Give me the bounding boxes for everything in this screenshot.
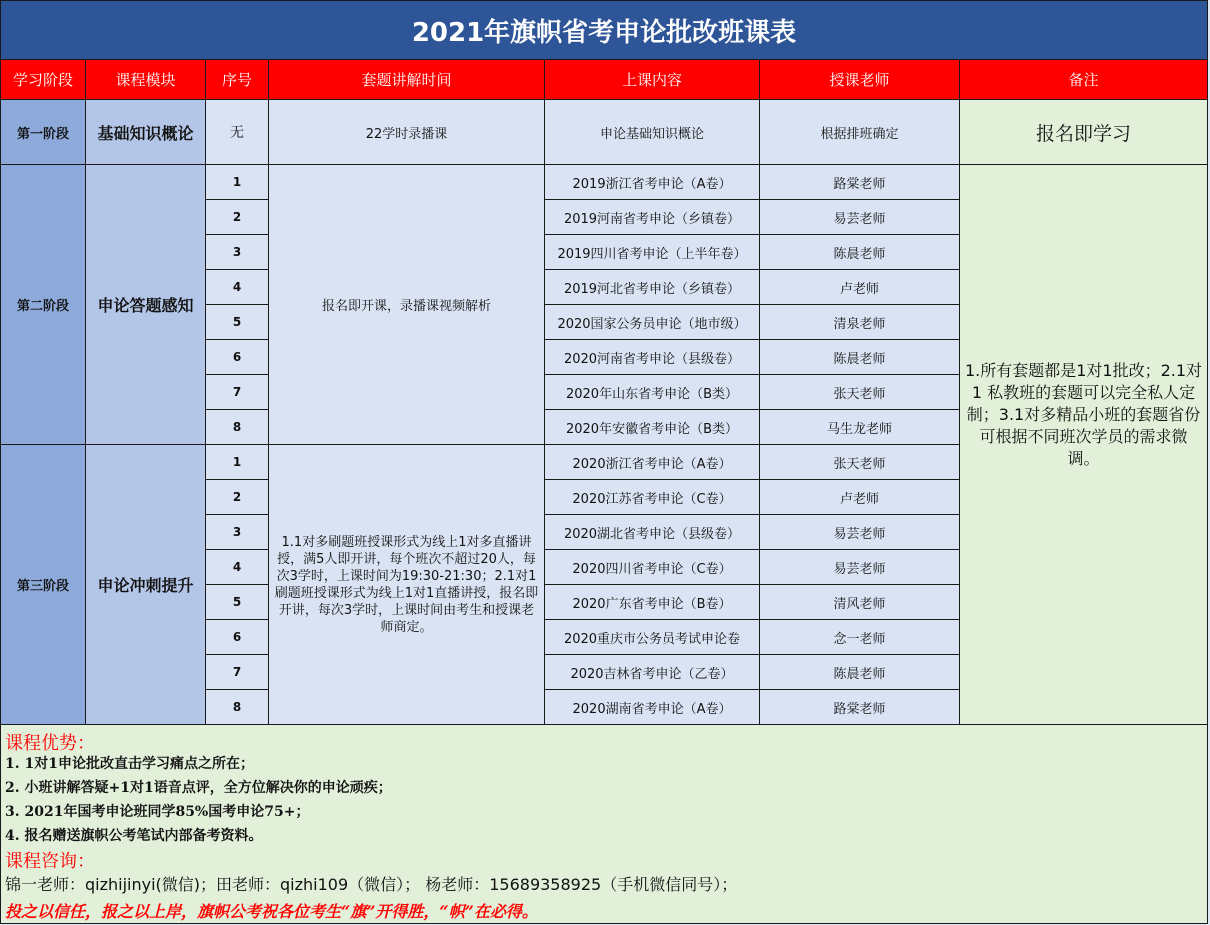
header-stage: 学习阶段 xyxy=(0,59,86,100)
row-teacher: 卢老师 xyxy=(759,479,960,515)
row-teacher: 易芸老师 xyxy=(759,514,960,550)
stage2-label: 第二阶段 xyxy=(0,164,86,445)
row-number: 8 xyxy=(205,689,269,725)
row-teacher: 陈晨老师 xyxy=(759,339,960,375)
row-number: 5 xyxy=(205,304,269,340)
row-number: 4 xyxy=(205,549,269,585)
row-number: 7 xyxy=(205,374,269,410)
row-content: 2020四川省考申论（C卷） xyxy=(544,549,760,585)
row-teacher: 路棠老师 xyxy=(759,164,960,200)
row-content: 2020国家公务员申论（地市级） xyxy=(544,304,760,340)
row-content: 2020广东省考申论（B卷） xyxy=(544,584,760,620)
header-number: 序号 xyxy=(205,59,269,100)
row-teacher: 易芸老师 xyxy=(759,199,960,235)
row-content: 2020重庆市公务员考试申论卷 xyxy=(544,619,760,655)
advantage-item: 3. 2021年国考申论班同学85%国考申论75+； xyxy=(5,804,310,820)
row-content: 2020湖南省考申论（A卷） xyxy=(544,689,760,725)
stage1-label: 第一阶段 xyxy=(0,99,86,165)
row-number: 3 xyxy=(205,514,269,550)
row-number: 3 xyxy=(205,234,269,270)
row-content: 2019四川省考申论（上半年卷） xyxy=(544,234,760,270)
row-content: 2020吉林省考申论（乙卷） xyxy=(544,654,760,690)
row-content: 2019浙江省考申论（A卷） xyxy=(544,164,760,200)
stage3-module: 申论冲刺提升 xyxy=(85,444,206,725)
row-content: 2019河北省考申论（乡镇卷） xyxy=(544,269,760,305)
row-teacher: 路棠老师 xyxy=(759,689,960,725)
row-number: 7 xyxy=(205,654,269,690)
row-number: 2 xyxy=(205,479,269,515)
row-number: 4 xyxy=(205,269,269,305)
remarks-cell: 1.所有套题都是1对1批改；2.1对1 私教班的套题可以完全私人定制；3.1对多精品小班的套题省份可根据不同班次学员的需求微调。 xyxy=(959,164,1208,725)
stage1-note: 报名即学习 xyxy=(959,99,1208,165)
slogan: 投之以信任，报之以上岸，旗帜公考祝各位考生“旗”开得胜，“帜”在必得。 xyxy=(5,902,538,921)
advantage-item: 4. 报名赠送旗帜公考笔试内部备考资料。 xyxy=(5,828,263,844)
stage2-module: 申论答题感知 xyxy=(85,164,206,445)
row-teacher: 清风老师 xyxy=(759,584,960,620)
row-number: 1 xyxy=(205,164,269,200)
stage1-teacher: 根据排班确定 xyxy=(759,99,960,165)
consult-contacts: 锦一老师：qizhijinyi(微信)；田老师：qizhi109（微信）； 杨老师：15689358925（手机微信同号）； xyxy=(5,875,738,894)
row-number: 6 xyxy=(205,619,269,655)
row-content: 2019河南省考申论（乡镇卷） xyxy=(544,199,760,235)
stage1-module: 基础知识概论 xyxy=(85,99,206,165)
row-number: 2 xyxy=(205,199,269,235)
row-teacher: 张天老师 xyxy=(759,374,960,410)
advantage-item: 2. 小班讲解答疑+1对1语音点评，全方位解决你的申论顽疾； xyxy=(5,780,392,796)
row-teacher: 马生龙老师 xyxy=(759,409,960,445)
row-content: 2020浙江省考申论（A卷） xyxy=(544,444,760,480)
row-teacher: 张天老师 xyxy=(759,444,960,480)
advantages-title: 课程优势： xyxy=(5,733,95,754)
row-number: 6 xyxy=(205,339,269,375)
row-content: 2020年山东省考申论（B类） xyxy=(544,374,760,410)
header-content: 上课内容 xyxy=(544,59,760,100)
row-number: 1 xyxy=(205,444,269,480)
row-teacher: 陈晨老师 xyxy=(759,234,960,270)
header-time: 套题讲解时间 xyxy=(268,59,545,100)
row-content: 2020年安徽省考申论（B类） xyxy=(544,409,760,445)
row-teacher: 清泉老师 xyxy=(759,304,960,340)
row-teacher: 易芸老师 xyxy=(759,549,960,585)
row-teacher: 念一老师 xyxy=(759,619,960,655)
header-teacher: 授课老师 xyxy=(759,59,960,100)
header-remarks: 备注 xyxy=(959,59,1208,100)
row-content: 2020湖北省考申论（县级卷） xyxy=(544,514,760,550)
stage1-content: 申论基础知识概论 xyxy=(544,99,760,165)
stage1-time: 22学时录播课 xyxy=(268,99,545,165)
stage3-label: 第三阶段 xyxy=(0,444,86,725)
stage1-number: 无 xyxy=(205,99,269,165)
row-content: 2020河南省考申论（县级卷） xyxy=(544,339,760,375)
header-module: 课程模块 xyxy=(85,59,206,100)
footer-info xyxy=(0,724,1208,924)
row-content: 2020江苏省考申论（C卷） xyxy=(544,479,760,515)
stage3-time: 1.1对多刷题班授课形式为线上1对多直播讲授，满5人即开讲，每个班次不超过20人，每次3学时，上课时间为19:30-21:30；2.1对1刷题班授课形式为线上1对1直播讲授，报名即开讲，每次3学时，上课时间由考生和授课老师商定。 xyxy=(268,444,545,725)
row-number: 5 xyxy=(205,584,269,620)
row-number: 8 xyxy=(205,409,269,445)
consult-title: 课程咨询： xyxy=(5,851,95,872)
row-teacher: 卢老师 xyxy=(759,269,960,305)
row-teacher: 陈晨老师 xyxy=(759,654,960,690)
sheet-title: 2021年旗帜省考申论批改班课表 xyxy=(0,0,1208,60)
advantage-item: 1. 1对1申论批改直击学习痛点之所在； xyxy=(5,756,254,772)
stage2-time: 报名即开课，录播课视频解析 xyxy=(268,164,545,445)
